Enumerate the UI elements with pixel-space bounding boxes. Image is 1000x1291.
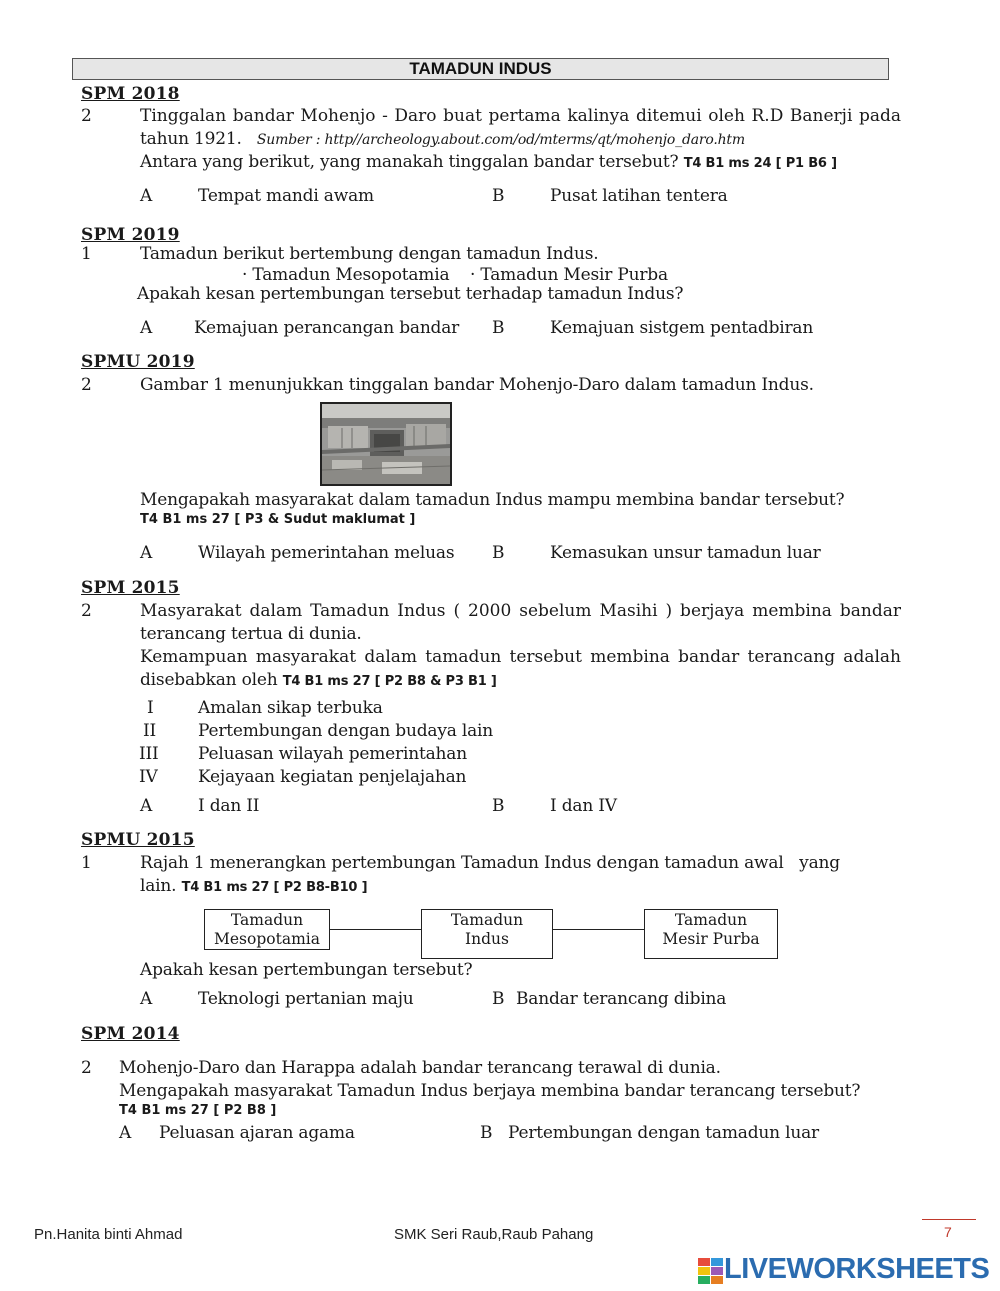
question-text: Mengapakah masyarakat dalam tamadun Indus mampu membina bandar tersebut? bbox=[140, 490, 845, 510]
question-number: 2 bbox=[81, 601, 92, 621]
option-letter-a: A bbox=[119, 1123, 132, 1143]
roman-numeral: IV bbox=[139, 767, 158, 787]
question-number: 2 bbox=[81, 106, 92, 126]
question-text: Masyarakat dalam Tamadun Indus ( 2000 sebelum Masihi ) berjaya membina bandar bbox=[140, 601, 901, 621]
option-a: Tempat mandi awam bbox=[198, 186, 374, 206]
connector-line bbox=[552, 929, 645, 930]
statement-item: Kejayaan kegiatan penjelajahan bbox=[198, 767, 467, 787]
section-heading: SPM 2014 bbox=[81, 1024, 180, 1044]
footer-teacher: Pn.Hanita binti Ahmad bbox=[34, 1226, 183, 1243]
section-heading: SPM 2015 bbox=[81, 578, 180, 598]
question-text: Apakah kesan pertembungan tersebut terhadap tamadun Indus? bbox=[137, 284, 684, 304]
question-text-line: Antara yang berikut, yang manakah tinggalan bandar tersebut? bbox=[140, 152, 679, 172]
option-b: I dan IV bbox=[550, 796, 617, 816]
liveworksheets-logo-icon bbox=[698, 1258, 724, 1284]
statement-item: Amalan sikap terbuka bbox=[198, 698, 383, 718]
mohenjo-daro-photo bbox=[320, 402, 452, 486]
footer-school: SMK Seri Raub,Raub Pahang bbox=[394, 1226, 594, 1243]
diagram-box-line: Tamadun bbox=[450, 911, 524, 929]
question-number: 1 bbox=[81, 853, 92, 873]
source-citation: Sumber : http//archeology.about.com/od/mterms/qt/mohenjo_daro.htm bbox=[256, 132, 745, 148]
question-text: Mohenjo-Daro dan Harappa adalah bandar terancang terawal di dunia. bbox=[119, 1058, 721, 1078]
option-b: Kemajuan sistgem pentadbiran bbox=[550, 318, 814, 338]
option-a: Teknologi pertanian maju bbox=[198, 989, 414, 1009]
question-text bbox=[140, 876, 367, 896]
option-letter-a: A bbox=[140, 318, 153, 338]
question-number: 2 bbox=[81, 375, 92, 395]
option-letter-b: B bbox=[492, 543, 505, 563]
reference-tag: T4 B1 ms 27 [ P3 & Sudut maklumat ] bbox=[140, 512, 416, 527]
option-letter-b: B bbox=[492, 989, 505, 1009]
question-text bbox=[140, 129, 745, 149]
option-a: I dan II bbox=[198, 796, 260, 816]
diagram-box-indus bbox=[421, 909, 553, 959]
question-text-line: lain. bbox=[140, 876, 177, 896]
page-number-rule bbox=[922, 1219, 976, 1220]
question-text: Kemampuan masyarakat dalam tamadun tersebut membina bandar terancang adalah bbox=[140, 647, 901, 667]
reference-tag: T4 B1 ms 27 [ P2 B8 ] bbox=[119, 1103, 277, 1118]
option-letter-b: B bbox=[492, 796, 505, 816]
option-letter-b: B bbox=[480, 1123, 493, 1143]
question-text: Mengapakah masyarakat Tamadun Indus berjaya membina bandar terancang tersebut? bbox=[119, 1081, 861, 1101]
question-text: terancang tertua di dunia. bbox=[140, 624, 362, 644]
question-text: Rajah 1 menerangkan pertembungan Tamadun Indus dengan tamadun awal yang bbox=[140, 853, 840, 873]
option-letter-b: B bbox=[492, 186, 505, 206]
option-b: Bandar terancang dibina bbox=[516, 989, 727, 1009]
option-b: Pusat latihan tentera bbox=[550, 186, 728, 206]
option-letter-a: A bbox=[140, 989, 153, 1009]
question-text: Apakah kesan pertembungan tersebut? bbox=[140, 960, 473, 980]
roman-numeral: II bbox=[143, 721, 157, 741]
reference-tag: T4 B1 ms 27 [ P2 B8-B10 ] bbox=[181, 880, 368, 895]
page-title: TAMADUN INDUS bbox=[72, 58, 889, 80]
reference-tag: T4 B1 ms 24 [ P1 B6 ] bbox=[683, 156, 837, 171]
roman-numeral: III bbox=[139, 744, 159, 764]
section-heading: SPMU 2015 bbox=[81, 830, 195, 850]
option-letter-a: A bbox=[140, 543, 153, 563]
page-number: 7 bbox=[944, 1224, 952, 1240]
option-letter-a: A bbox=[140, 796, 153, 816]
statement-item: Peluasan wilayah pemerintahan bbox=[198, 744, 467, 764]
question-text bbox=[140, 670, 497, 690]
diagram-box-mesopotamia bbox=[204, 909, 330, 950]
section-heading: SPMU 2019 bbox=[81, 352, 195, 372]
diagram-box-line: Tamadun bbox=[230, 911, 304, 929]
option-b: Kemasukan unsur tamadun luar bbox=[550, 543, 821, 563]
question-text bbox=[140, 152, 837, 172]
option-letter-a: A bbox=[140, 186, 153, 206]
question-text: Tinggalan bandar Mohenjo - Daro buat pertama kalinya ditemui oleh R.D Banerji pada bbox=[140, 106, 901, 126]
diagram-box-mesir-purba bbox=[644, 909, 778, 959]
question-number: 2 bbox=[81, 1058, 92, 1078]
option-a: Peluasan ajaran agama bbox=[159, 1123, 355, 1143]
question-number: 1 bbox=[81, 244, 92, 264]
bullet-item: · Tamadun Mesir Purba bbox=[470, 265, 668, 285]
question-text: Tamadun berikut bertembung dengan tamadun Indus. bbox=[140, 244, 599, 264]
connector-line bbox=[329, 929, 422, 930]
section-heading: SPM 2018 bbox=[81, 84, 180, 104]
ruins-image-icon bbox=[322, 404, 450, 484]
section-heading: SPM 2019 bbox=[81, 225, 180, 245]
diagram-box-line: Mesopotamia bbox=[214, 930, 320, 948]
diagram-box-line: Mesir Purba bbox=[662, 930, 760, 948]
liveworksheets-wordmark: LIVEWORKSHEETS bbox=[724, 1253, 990, 1285]
bullet-item: · Tamadun Mesopotamia bbox=[242, 265, 450, 285]
diagram-box-line: Tamadun bbox=[674, 911, 748, 929]
option-a: Wilayah pemerintahan meluas bbox=[198, 543, 455, 563]
option-a: Kemajuan perancangan bandar bbox=[194, 318, 460, 338]
roman-numeral: I bbox=[147, 698, 154, 718]
question-text: Gambar 1 menunjukkan tinggalan bandar Mohenjo-Daro dalam tamadun Indus. bbox=[140, 375, 814, 395]
statement-item: Pertembungan dengan budaya lain bbox=[198, 721, 494, 741]
option-letter-b: B bbox=[492, 318, 505, 338]
reference-tag: T4 B1 ms 27 [ P2 B8 & P3 B1 ] bbox=[282, 674, 497, 689]
question-text-line: disebabkan oleh bbox=[140, 670, 278, 690]
option-b: Pertembungan dengan tamadun luar bbox=[508, 1123, 819, 1143]
diagram-box-line: Indus bbox=[465, 930, 509, 948]
question-text-year: tahun 1921. bbox=[140, 129, 242, 149]
